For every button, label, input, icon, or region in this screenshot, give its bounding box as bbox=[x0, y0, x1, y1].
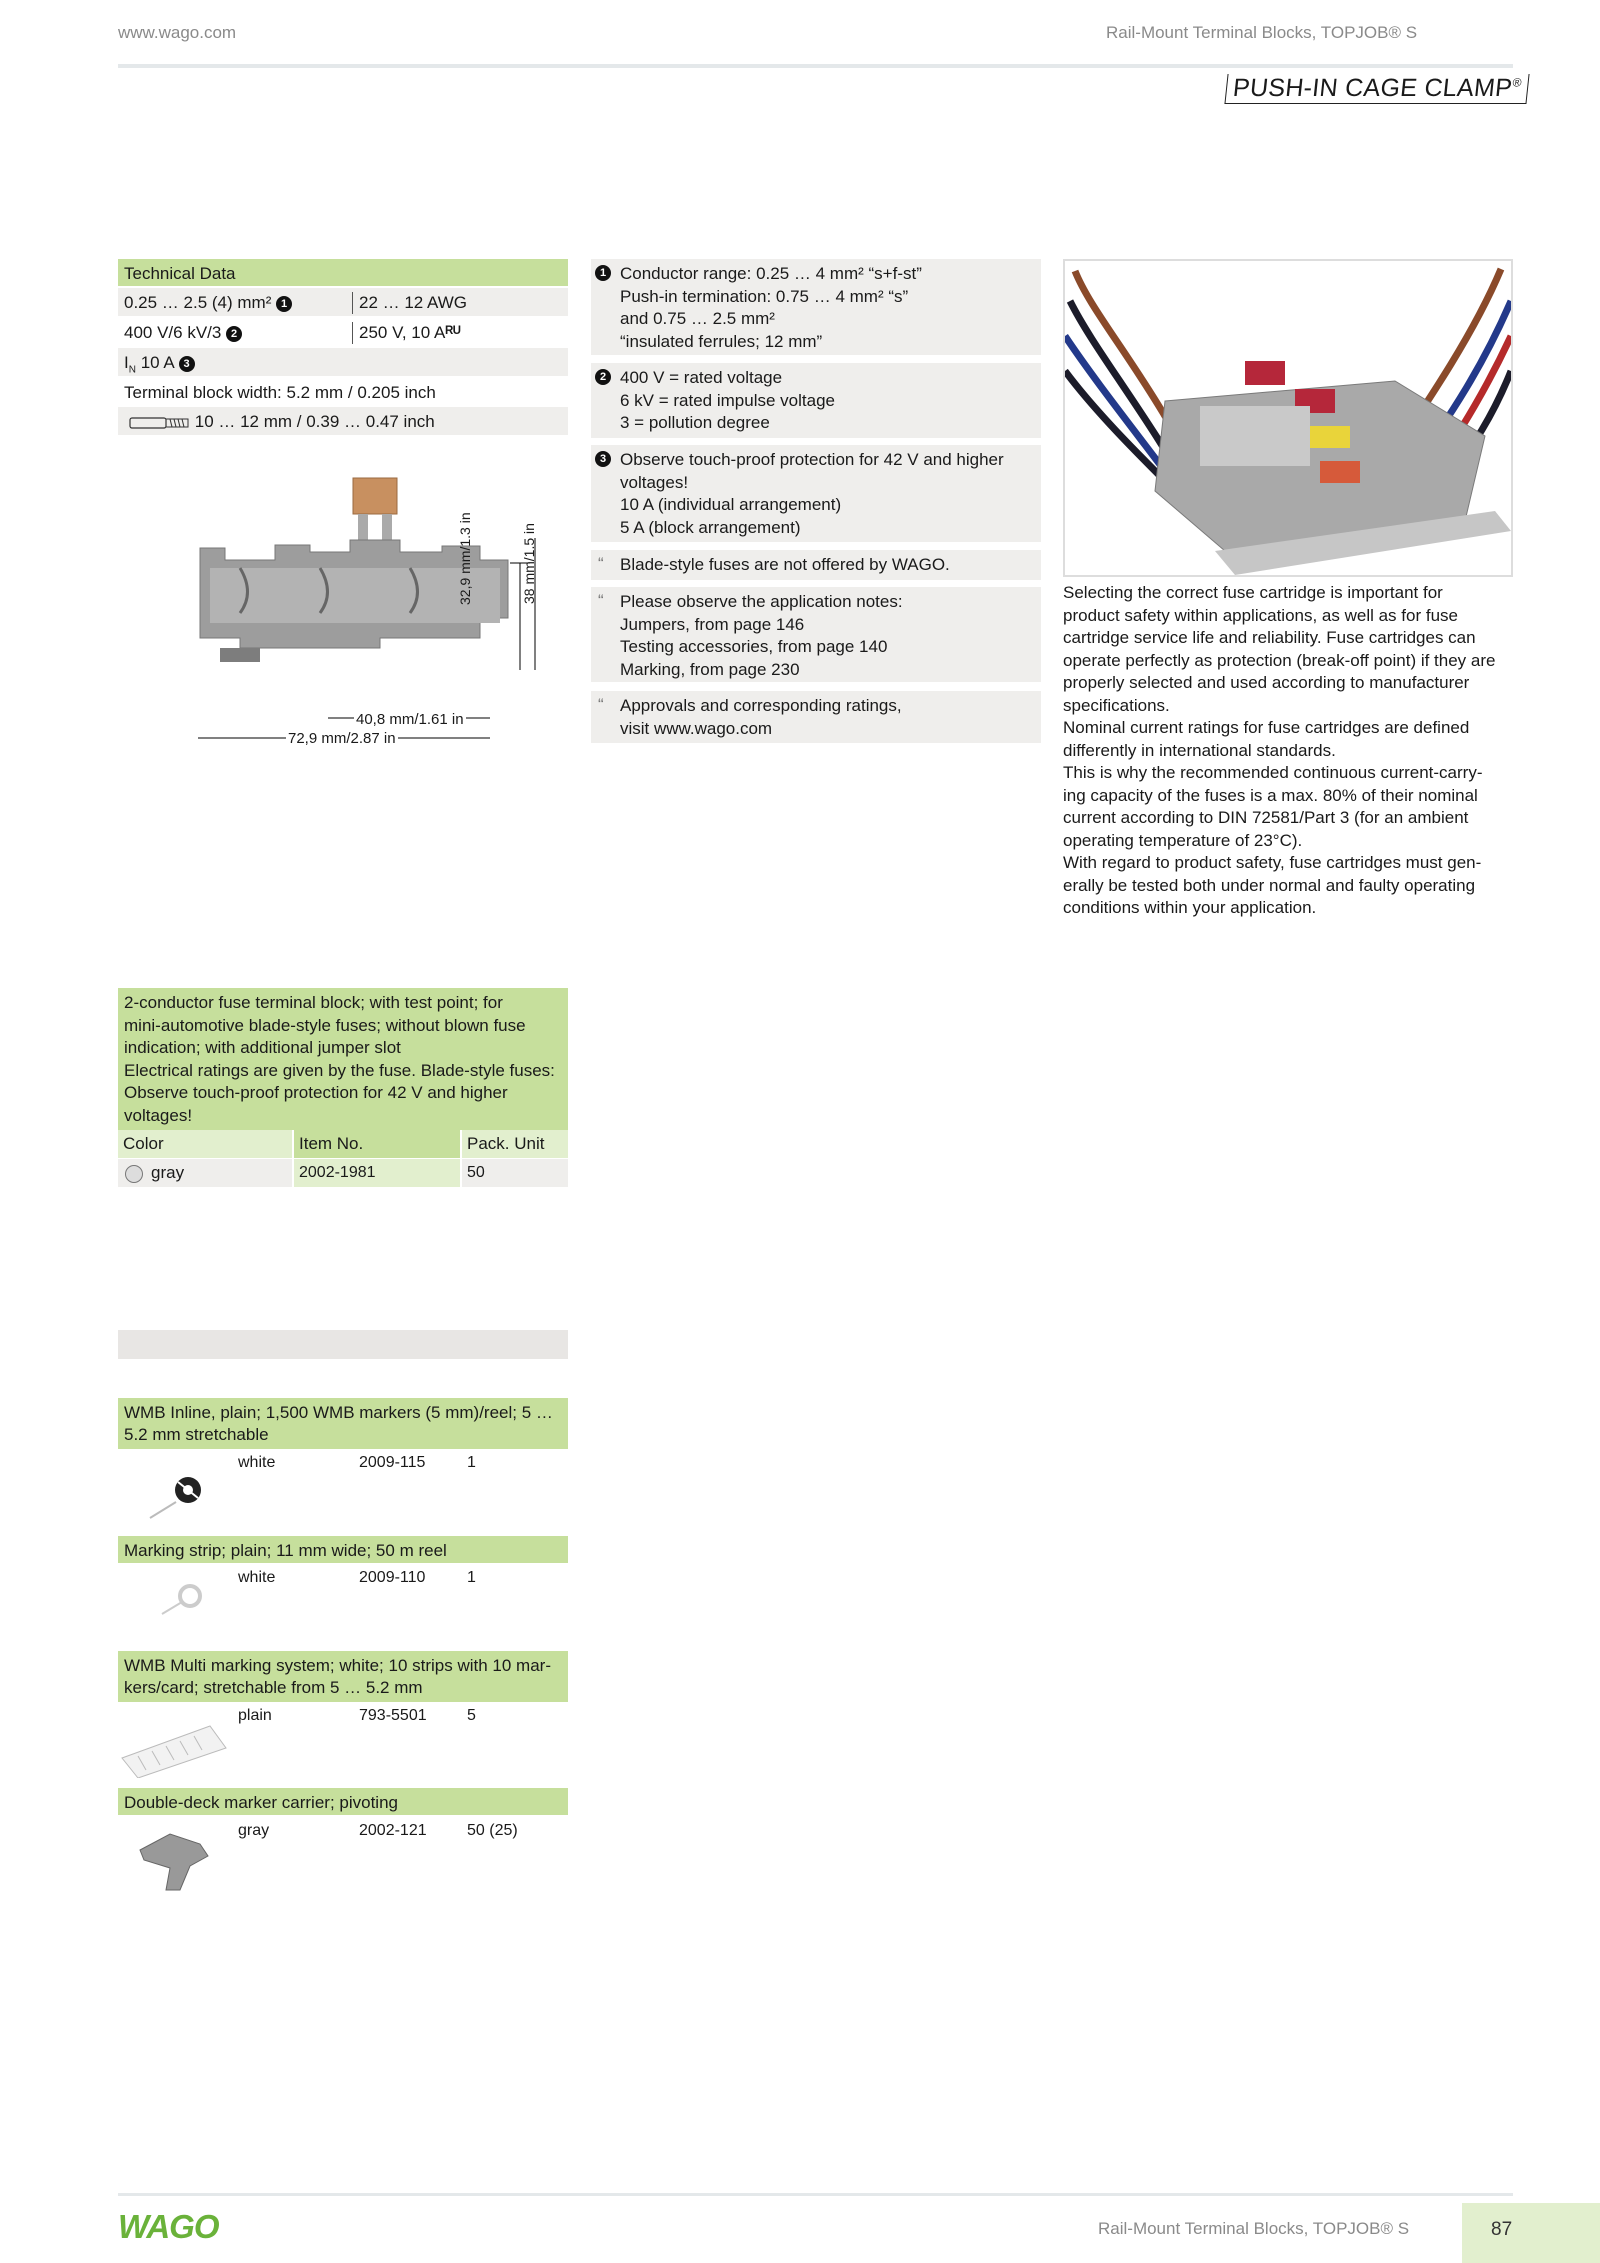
product-desc-line-4: Electrical ratings are given by the fuse. Blade-style fuses: bbox=[124, 1060, 555, 1080]
note-1-line-4: “insulated ferrules; 12 mm” bbox=[620, 331, 823, 351]
prose-line-9: This is why the recommended continuous current-carry- bbox=[1063, 763, 1483, 782]
accessory-1-title-line-2: 5.2 mm stretchable bbox=[124, 1425, 269, 1444]
note-2-line-1: 400 V = rated voltage bbox=[620, 368, 783, 387]
note-3-line-1: Observe touch-proof protection for 42 V and higher bbox=[620, 450, 1004, 469]
prose-line-12: operating temperature of 23°C). bbox=[1063, 830, 1303, 850]
accessory-4-title: Double-deck marker carrier; pivoting bbox=[118, 1788, 568, 1815]
note-6 bbox=[591, 691, 1041, 743]
accessory-4-item[interactable]: 2002-121 bbox=[359, 1822, 427, 1839]
fuse-blade-left bbox=[358, 514, 368, 542]
product-pack-unit: 50 bbox=[462, 1159, 568, 1187]
col-header-color: Color bbox=[118, 1130, 292, 1158]
note-1-line-1: Conductor range: 0.25 … 4 mm² “s+f-st” bbox=[620, 264, 922, 283]
tech-r2c2: 250 V, 10 A bbox=[359, 323, 446, 342]
product-desc-line-2: mini-automotive blade-style fuses; without blown fuse bbox=[124, 1015, 526, 1035]
accessory-2-image bbox=[160, 1578, 210, 1618]
accessory-4-pack: 50 (25) bbox=[467, 1822, 518, 1839]
accessory-3-title bbox=[118, 1651, 568, 1702]
strip-length-icon bbox=[128, 416, 190, 430]
accessory-3-color: plain bbox=[238, 1707, 272, 1724]
product-photo bbox=[1063, 259, 1513, 577]
note-5-line-3: Testing accessories, from page 140 bbox=[620, 637, 888, 656]
note-2-marker-icon: 2 bbox=[595, 369, 611, 385]
prose-line-2: product safety within applications, as well as for fuse bbox=[1063, 605, 1458, 625]
note-1-marker-icon: 1 bbox=[595, 265, 611, 281]
brand-text: PUSH-IN CAGE CLAMP bbox=[1231, 74, 1514, 102]
prose-line-7: Nominal current ratings for fuse cartridges are defined bbox=[1063, 718, 1470, 737]
color-swatch-icon bbox=[125, 1165, 143, 1183]
accessory-3-title-line-2: kers/card; stretchable from 5 … 5.2 mm bbox=[124, 1678, 423, 1697]
accessory-3-pack: 5 bbox=[467, 1707, 476, 1724]
note-2-line-2: 6 kV = rated impulse voltage bbox=[620, 390, 835, 410]
divider-bar bbox=[118, 1330, 568, 1359]
note-2 bbox=[591, 363, 1041, 438]
col-header-pack: Pack. Unit bbox=[462, 1130, 568, 1158]
product-description bbox=[118, 988, 568, 1130]
note-3-line-2: voltages! bbox=[620, 472, 689, 492]
fuse-prose bbox=[1063, 582, 1523, 920]
accessory-1-title bbox=[118, 1398, 568, 1449]
tech-r3-sub: N bbox=[128, 364, 136, 376]
header-rule bbox=[118, 64, 1513, 68]
tech-row-1 bbox=[118, 288, 568, 316]
marker-2-icon: 2 bbox=[226, 326, 242, 342]
note-3-line-3: 10 A (individual arrangement) bbox=[620, 495, 842, 514]
brand-mark: ® bbox=[1511, 75, 1523, 90]
prose-line-13: With regard to product safety, fuse cartridges must gen- bbox=[1063, 853, 1482, 872]
tech-row-2 bbox=[118, 318, 568, 346]
accessory-1-image bbox=[148, 1466, 218, 1522]
accessory-1-item[interactable]: 2009-115 bbox=[359, 1454, 426, 1471]
note-6-line-2: visit www.wago.com bbox=[620, 718, 773, 738]
dim-width-1: 40,8 mm/1.61 in bbox=[356, 711, 464, 728]
header-website[interactable]: www.wago.com bbox=[118, 23, 237, 42]
accessory-2-color: white bbox=[238, 1569, 276, 1586]
note-3 bbox=[591, 445, 1041, 542]
note-6-line-1: Approvals and corresponding ratings, bbox=[620, 696, 902, 715]
prose-line-8: differently in international standards. bbox=[1063, 740, 1336, 760]
ul-mark-icon: ᴿᵁ bbox=[445, 323, 461, 342]
note-5-line-2: Jumpers, from page 146 bbox=[620, 614, 805, 634]
accessory-1-pack: 1 bbox=[467, 1454, 476, 1471]
accessory-1-title-line-1: WMB Inline, plain; 1,500 WMB markers (5 mm)/reel; 5 … bbox=[124, 1403, 553, 1422]
product-color: gray bbox=[151, 1163, 185, 1182]
note-4-line-1: Blade-style fuses are not offered by WAGO. bbox=[620, 555, 950, 574]
accessory-3-title-line-1: WMB Multi marking system; white; 10 strips with 10 mar- bbox=[124, 1656, 551, 1675]
dim-height-2: 38 mm/1.5 in bbox=[521, 523, 537, 604]
tech-row-3 bbox=[118, 348, 568, 376]
note-3-line-4: 5 A (block arrangement) bbox=[620, 517, 801, 537]
accessory-2-pack: 1 bbox=[467, 1569, 476, 1586]
dim-height-1: 32,9 mm/1.3 in bbox=[457, 512, 473, 605]
tech-row-strip bbox=[118, 407, 568, 435]
tech-r1c1: 0.25 … 2.5 (4) mm² bbox=[124, 293, 272, 312]
accessory-1-color: white bbox=[238, 1454, 276, 1471]
accessory-3-item[interactable]: 793-5501 bbox=[359, 1707, 427, 1724]
prose-line-3: cartridge service life and reliability. Fuse cartridges can bbox=[1063, 628, 1476, 647]
tech-r1c2: 22 … 12 AWG bbox=[352, 292, 467, 314]
note-5 bbox=[591, 587, 1041, 682]
accessory-4-color: gray bbox=[238, 1822, 270, 1839]
tech-r3-label: I bbox=[124, 353, 129, 372]
prose-line-10: ing capacity of the fuses is a max. 80% of their nominal bbox=[1063, 785, 1478, 805]
marker-3-icon: 3 bbox=[179, 356, 195, 372]
fuse-body bbox=[353, 478, 397, 514]
footer-rule bbox=[118, 2193, 1513, 2196]
note-5-line-4: Marking, from page 230 bbox=[620, 659, 800, 679]
tech-title: Technical Data bbox=[118, 259, 568, 286]
rail-foot bbox=[220, 648, 260, 662]
note-1-line-2: Push-in termination: 0.75 … 4 mm² “s” bbox=[620, 286, 909, 306]
footer-section: Rail-Mount Terminal Blocks, TOPJOB® S bbox=[1098, 2219, 1410, 2238]
product-desc-line-5: Observe touch-proof protection for 42 V and higher bbox=[124, 1083, 508, 1102]
fuse-blade-right bbox=[382, 514, 392, 542]
note-4 bbox=[591, 550, 1041, 580]
note-6-marker: “ bbox=[598, 695, 604, 714]
note-5-line-1: Please observe the application notes: bbox=[620, 592, 903, 611]
tech-width: Terminal block width: 5.2 mm / 0.205 inch bbox=[124, 383, 436, 402]
tech-strip: 10 … 12 mm / 0.39 … 0.47 inch bbox=[194, 412, 435, 431]
note-3-marker-icon: 3 bbox=[595, 451, 611, 467]
prose-line-5: properly selected and used according to manufacturer bbox=[1063, 673, 1470, 692]
tech-r3-value: 10 A bbox=[140, 353, 174, 372]
product-item-number[interactable]: 2002-1981 bbox=[294, 1159, 460, 1187]
product-desc-line-3: indication; with additional jumper slot bbox=[124, 1038, 401, 1057]
prose-line-1: Selecting the correct fuse cartridge is important for bbox=[1063, 583, 1443, 602]
prose-line-4: operate perfectly as protection (break-off point) if they are bbox=[1063, 650, 1496, 670]
note-1-line-3: and 0.75 … 2.5 mm² bbox=[620, 309, 775, 328]
wago-logo: WAGO bbox=[118, 2208, 219, 2245]
note-4-marker: “ bbox=[598, 554, 604, 573]
marker-1-icon: 1 bbox=[276, 296, 292, 312]
prose-line-14: erally be tested both under normal and faulty operating bbox=[1063, 875, 1476, 895]
prose-line-15: conditions within your application. bbox=[1063, 898, 1317, 917]
tech-r2c1: 400 V/6 kV/3 bbox=[124, 323, 222, 342]
accessory-2-item[interactable]: 2009-110 bbox=[359, 1569, 426, 1586]
accessory-2-title: Marking strip; plain; 11 mm wide; 50 m reel bbox=[118, 1536, 568, 1563]
note-1 bbox=[591, 259, 1041, 355]
product-desc-line-1: 2-conductor fuse terminal block; with test point; for bbox=[124, 993, 503, 1012]
accessory-3-image bbox=[118, 1708, 230, 1778]
prose-line-11: current according to DIN 72581/Part 3 (for an ambient bbox=[1063, 808, 1469, 827]
prose-line-6: specifications. bbox=[1063, 695, 1170, 715]
dim-width-2: 72,9 mm/2.87 in bbox=[288, 730, 396, 747]
product-color-cell bbox=[118, 1159, 292, 1187]
note-2-line-3: 3 = pollution degree bbox=[620, 413, 770, 432]
header-section: Rail-Mount Terminal Blocks, TOPJOB® S bbox=[1106, 23, 1418, 42]
note-5-marker: “ bbox=[598, 591, 604, 610]
brand-label bbox=[1224, 74, 1529, 104]
page-number-box bbox=[1462, 2203, 1600, 2263]
product-desc-line-6: voltages! bbox=[124, 1105, 193, 1125]
col-header-item: Item No. bbox=[294, 1130, 460, 1158]
terminal-drawing bbox=[180, 470, 550, 750]
tech-r2c2-wrap bbox=[352, 322, 461, 344]
accessory-4-image bbox=[130, 1820, 220, 1895]
page-number: 87 bbox=[1491, 2219, 1513, 2240]
